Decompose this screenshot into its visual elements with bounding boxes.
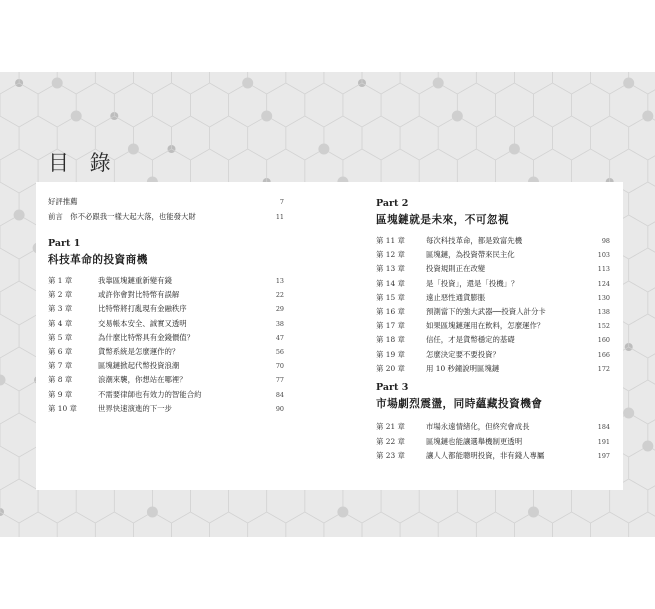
chapter-title: 貨幣系統是怎麼運作的？ (98, 347, 180, 356)
chapter-title: 市場永遠情緒化，但終究會成長 (426, 422, 530, 431)
chapter-number: 第 20 章 (376, 363, 405, 373)
chapter-title: 不需要律師也有效力的智能合約 (98, 389, 202, 399)
toc-chapter-row[interactable] (48, 388, 284, 402)
chapter-number: 第 7 章 (48, 361, 73, 371)
part-label: Part 1 (48, 238, 81, 249)
chapter-title: 為什麼比特幣具有金錢價值？ (98, 332, 195, 342)
chapter-number: 第 15 章 (376, 292, 405, 302)
chapter-title: 交易帳本安全、誠實又透明 (98, 318, 187, 328)
chapter-number: 第 23 章 (376, 451, 405, 461)
toc-page-number: 56 (275, 348, 284, 356)
toc-chapter-row[interactable] (48, 274, 284, 288)
chapter-number: 第 4 章 (48, 318, 73, 328)
chapter-title: 區塊鏈也能讓選舉機制更透明 (426, 436, 523, 446)
toc-front-item[interactable] (48, 195, 284, 209)
chapter-number: 第 16 章 (376, 307, 405, 316)
chapter-number: 第 21 章 (376, 422, 405, 431)
toc-page-number: 77 (275, 376, 284, 385)
toc-chapter-row[interactable] (48, 373, 284, 387)
chapter-title: 每次科技革命，都是致富先機 (426, 236, 523, 245)
toc-page-number: 47 (275, 333, 284, 342)
toc-page-number: 124 (597, 279, 610, 288)
chapter-number: 第 2 章 (48, 290, 73, 300)
toc-page-number: 13 (275, 277, 284, 285)
chapter-title: 用 10 秒鐘說明區塊鏈 (426, 363, 500, 373)
toc-page-number: 98 (601, 237, 610, 245)
chapter-title: 世界快速演進的下一步 (98, 403, 172, 413)
chapter-number: 第 10 章 (48, 403, 77, 413)
toc-chapter-row[interactable] (376, 248, 610, 262)
toc-chapter-row[interactable] (48, 288, 284, 302)
toc-page-number: 22 (275, 291, 284, 300)
chapter-number: 第 18 章 (376, 335, 405, 345)
toc-chapter-row[interactable] (376, 305, 610, 319)
toc-chapter-row[interactable] (48, 345, 284, 359)
chapter-title: 是「投資」，還是「投機」？ (426, 278, 519, 288)
toc-chapter-row[interactable] (376, 262, 610, 276)
chapter-number: 第 13 章 (376, 264, 405, 274)
toc-page-number: 7 (279, 198, 284, 206)
toc-page-number: 197 (597, 452, 610, 461)
chapter-title: 區塊鏈掀起代幣投資浪潮 (98, 361, 180, 371)
chapter-number: 第 22 章 (376, 436, 405, 446)
chapter-title: 如果區塊鏈運用在飲料，怎麼運作？ (426, 321, 545, 331)
toc-panel (36, 182, 623, 490)
toc-page-number: 160 (597, 336, 610, 345)
chapter-title: 我靠區塊鏈重新變有錢 (98, 276, 172, 285)
toc-chapter-row[interactable] (376, 435, 610, 449)
toc-page-number: 113 (597, 265, 610, 274)
chapter-number: 第 19 章 (376, 349, 405, 359)
toc-page-number: 38 (275, 319, 284, 328)
toc-front-item[interactable] (48, 210, 284, 224)
toc-chapter-row[interactable] (48, 302, 284, 316)
toc-page-number: 184 (597, 423, 610, 431)
toc-chapter-row[interactable] (48, 402, 284, 416)
chapter-title: 預測當下的強大武器──投資人計分卡 (426, 307, 546, 316)
toc-chapter-row[interactable] (48, 317, 284, 331)
toc-front-title: 前言 你不必跟我一樣大起大落，也能發大財 (48, 212, 196, 221)
chapter-title: 區塊鏈，為投資帶來民主化 (426, 250, 515, 260)
toc-chapter-row[interactable] (376, 348, 610, 362)
toc-chapter-row[interactable] (376, 333, 610, 347)
toc-page-number: 70 (275, 362, 284, 371)
chapter-number: 第 8 章 (48, 375, 73, 385)
toc-page-number: 166 (597, 350, 610, 359)
chapter-title: 比特幣將打亂現有金融秩序 (98, 304, 187, 314)
toc-page-number: 172 (597, 364, 610, 373)
chapter-number: 第 6 章 (48, 347, 73, 356)
toc-page-number: 152 (597, 322, 610, 331)
toc-chapter-row[interactable] (376, 277, 610, 291)
toc-page-number: 130 (597, 293, 610, 302)
toc-page-number: 29 (275, 305, 284, 314)
chapter-number: 第 17 章 (376, 321, 405, 331)
toc-page-number: 84 (275, 390, 284, 399)
toc-page-number: 103 (597, 251, 610, 260)
part-title: 區塊鏈就是未來，不可忽視 (376, 214, 510, 226)
chapter-title: 或許你會對比特幣有誤解 (98, 290, 180, 300)
toc-chapter-row[interactable] (376, 319, 610, 333)
toc-page-number: 90 (275, 404, 284, 413)
chapter-title: 讓人人都能聰明投資，非有錢人專屬 (426, 451, 545, 461)
chapter-number: 第 11 章 (376, 236, 405, 245)
chapter-number: 第 1 章 (48, 276, 73, 285)
toc-chapter-row[interactable] (376, 449, 610, 463)
toc-front-title: 好評推薦 (48, 197, 78, 206)
part-label: Part 2 (376, 198, 409, 209)
part-title: 市場劇烈震盪，同時蘊藏投資機會 (376, 398, 543, 410)
toc-chapter-row[interactable] (48, 359, 284, 373)
part-title: 科技革命的投資商機 (48, 254, 148, 266)
chapter-number: 第 14 章 (376, 278, 405, 288)
toc-page-number: 11 (275, 213, 284, 221)
page-title: 目 錄 (48, 151, 118, 175)
part-label: Part 3 (376, 382, 409, 393)
toc-chapter-row[interactable] (376, 362, 610, 376)
toc-chapter-row[interactable] (376, 291, 610, 305)
toc-chapter-row[interactable] (376, 420, 610, 434)
toc-chapter-row[interactable] (376, 234, 610, 248)
chapter-title: 遠止惡性通貨膨脹 (426, 292, 486, 302)
chapter-number: 第 5 章 (48, 332, 73, 342)
chapter-title: 信任，才是貨幣穩定的基礎 (426, 335, 515, 345)
chapter-title: 投資規則正在改變 (426, 264, 486, 274)
chapter-number: 第 12 章 (376, 250, 405, 260)
chapter-title: 浪潮來襲，你想站在哪裡？ (98, 375, 187, 385)
toc-page-number: 138 (597, 308, 610, 316)
toc-chapter-row[interactable] (48, 331, 284, 345)
chapter-number: 第 3 章 (48, 304, 73, 314)
chapter-number: 第 9 章 (48, 389, 73, 399)
toc-page-number: 191 (597, 437, 610, 446)
chapter-title: 怎麼決定要不要投資？ (426, 349, 500, 359)
